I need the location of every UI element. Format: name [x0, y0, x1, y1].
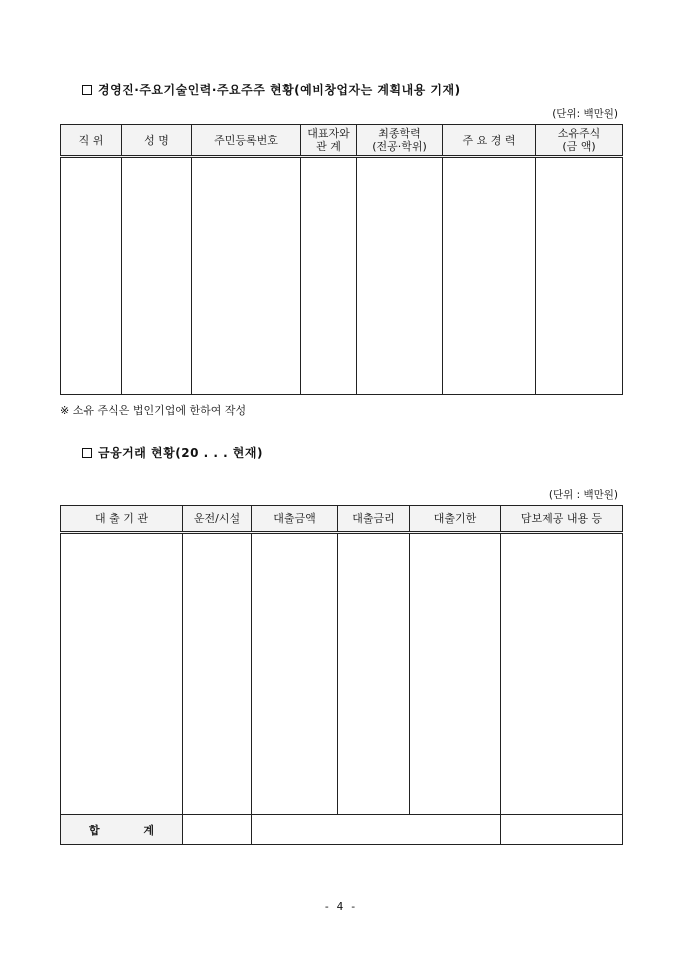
section1-unit: (단위: 백만원) — [552, 108, 618, 120]
total-type-cell[interactable] — [183, 815, 252, 845]
col-education: 최종학력 (전공·학위) — [357, 125, 443, 157]
cell-shares[interactable] — [536, 157, 623, 395]
cell-career[interactable] — [443, 157, 536, 395]
table-row — [61, 533, 623, 815]
cell-amount[interactable] — [252, 533, 338, 815]
table-row — [61, 157, 623, 395]
section1-title: 경영진·주요기술인력·주요주주 현황(예비창업자는 계획내용 기재) — [82, 81, 461, 98]
section2-unit: (단위 : 백만원) — [548, 489, 618, 501]
cell-position[interactable] — [61, 157, 122, 395]
col-relation: 대표자와 관 계 — [301, 125, 357, 157]
page-number: - 4 - — [323, 900, 357, 913]
col-reg-number: 주민등록번호 — [192, 125, 301, 157]
col-rate: 대출금리 — [338, 506, 410, 533]
section2-title: 금융거래 현황(20 . . . 현재) — [82, 444, 263, 461]
cell-relation[interactable] — [301, 157, 357, 395]
total-amount-cell[interactable] — [252, 815, 501, 845]
cell-reg-number[interactable] — [192, 157, 301, 395]
col-amount: 대출금액 — [252, 506, 338, 533]
checkbox-square-icon — [82, 448, 92, 458]
section1-note: ※ 소유 주식은 법인기업에 한하여 작성 — [60, 404, 247, 417]
col-career: 주 요 경 력 — [443, 125, 536, 157]
finance-table — [60, 505, 623, 845]
cell-education[interactable] — [357, 157, 443, 395]
col-position: 직 위 — [61, 125, 122, 157]
cell-type[interactable] — [183, 533, 252, 815]
cell-term[interactable] — [410, 533, 501, 815]
col-term: 대출기한 — [410, 506, 501, 533]
total-label: 합 계 — [61, 815, 183, 845]
col-institution: 대 출 기 관 — [61, 506, 183, 533]
total-collateral-cell[interactable] — [501, 815, 623, 845]
cell-rate[interactable] — [338, 533, 410, 815]
cell-name[interactable] — [122, 157, 192, 395]
total-row — [61, 815, 623, 845]
col-type: 운전/시설 — [183, 506, 252, 533]
col-shares: 소유주식 (금 액) — [536, 125, 623, 157]
col-collateral: 담보제공 내용 등 — [501, 506, 623, 533]
cell-collateral[interactable] — [501, 533, 623, 815]
cell-institution[interactable] — [61, 533, 183, 815]
executives-table — [60, 124, 623, 395]
col-name: 성 명 — [122, 125, 192, 157]
checkbox-square-icon — [82, 85, 92, 95]
